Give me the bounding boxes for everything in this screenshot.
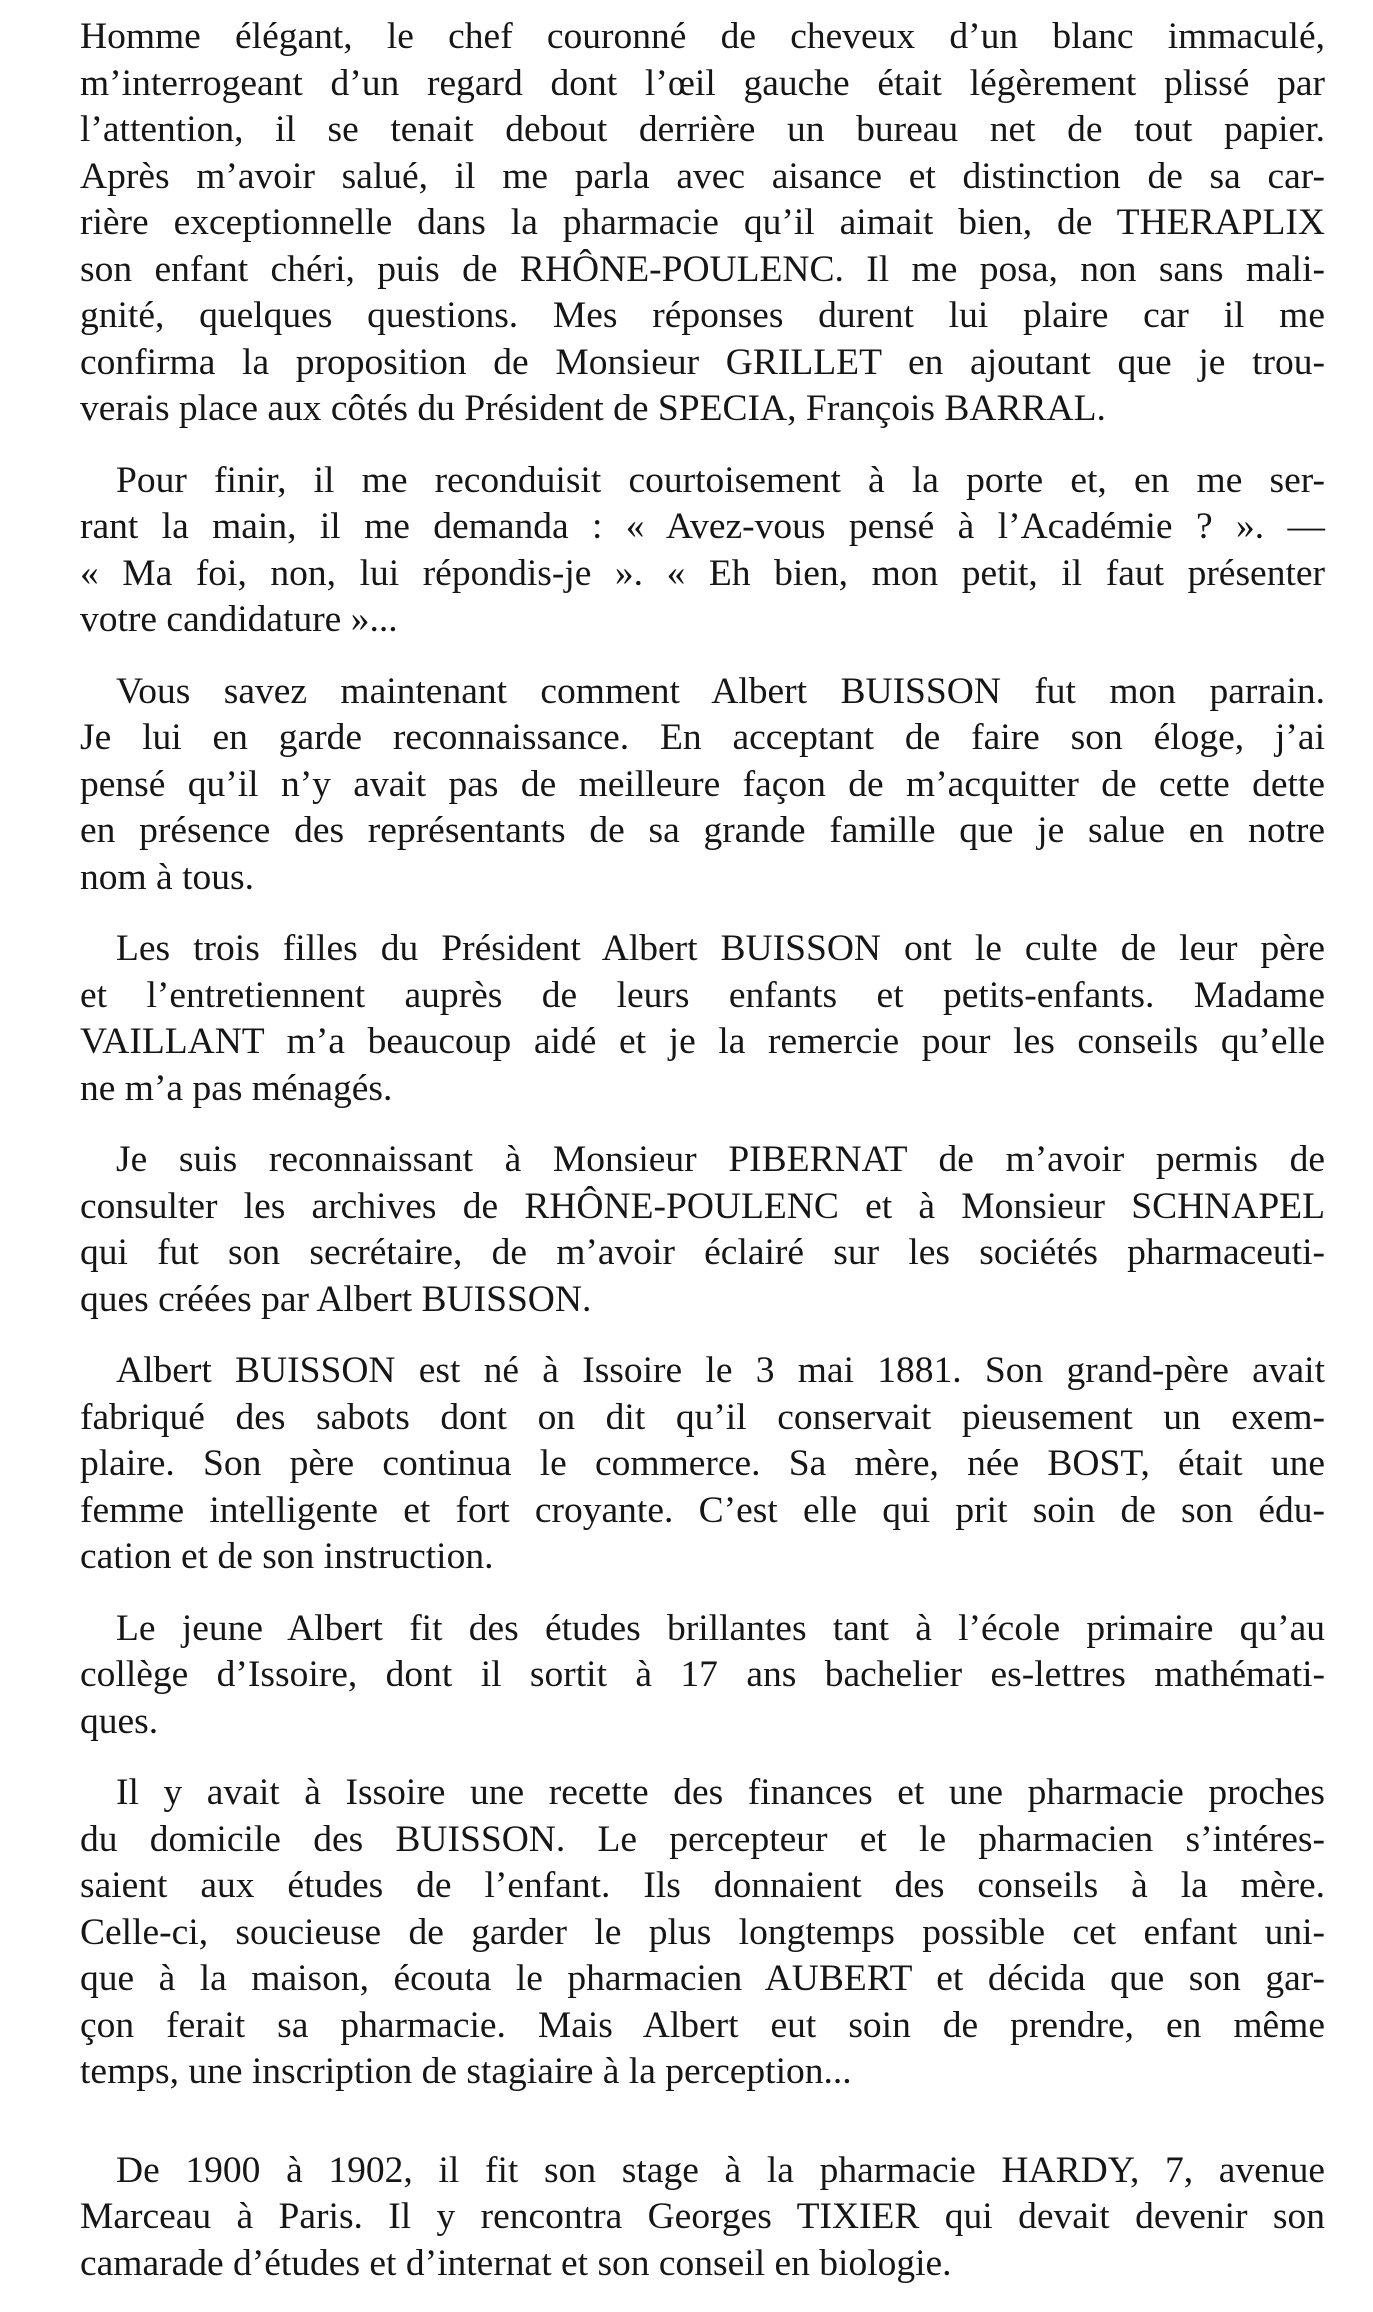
text-line: Celle-ci, soucieuse de garder le plus longtemps possible cet enfant uni- xyxy=(80,1911,1325,1953)
text-line: confirma la proposition de Monsieur GRILLET en ajoutant que je trou- xyxy=(80,341,1325,383)
text-line: qui fut son secrétaire, de m’avoir éclairé sur les sociétés pharmaceuti- xyxy=(80,1232,1325,1273)
text-line: m’interrogeant d’un regard dont l’œil gauche était légèrement plissé par xyxy=(80,62,1325,104)
text-line: que à la maison, écouta le pharmacien AUBERT et décida que son gar- xyxy=(80,1958,1325,1999)
paragraph-birth xyxy=(80,1348,1325,1581)
text-line: fabriqué des sabots dont on dit qu’il conservait pieusement un exem- xyxy=(80,1396,1325,1438)
text-line: ques créées par Albert BUISSON. xyxy=(80,1278,592,1320)
text-line: ne m’a pas ménagés. xyxy=(80,1067,393,1109)
text-line: gnité, quelques questions. Mes réponses durent lui plaire car il me xyxy=(80,295,1325,336)
text-line: cation et de son instruction. xyxy=(80,1536,494,1577)
text-line: nom à tous. xyxy=(80,856,254,898)
text-line: rière exceptionnelle dans la pharmacie qu’il aimait bien, de THERAPLIX xyxy=(80,202,1325,243)
text-line: VAILLANT m’a beaucoup aidé et je la remercie pour les conseils qu’elle xyxy=(80,1021,1325,1062)
text-line: son enfant chéri, puis de RHÔNE-POULENC. Il me posa, non sans mali- xyxy=(80,248,1325,290)
text-line: du domicile des BUISSON. Le percepteur et le pharmacien s’intéres- xyxy=(80,1818,1325,1860)
text-line: Le jeune Albert fit des études brillantes tant à l’école primaire qu’au xyxy=(116,1607,1325,1649)
text-line: saient aux études de l’enfant. Ils donnaient des conseils à la mère. xyxy=(80,1865,1325,1906)
text-line: l’attention, il se tenait debout derrière un bureau net de tout papier. xyxy=(80,109,1325,150)
text-line: Pour finir, il me reconduisit courtoisement à la porte et, en me ser- xyxy=(116,459,1325,501)
paragraph-farewell xyxy=(80,458,1325,644)
text-line: Vous savez maintenant comment Albert BUISSON fut mon parrain. xyxy=(116,670,1325,712)
text-line: Marceau à Paris. Il y rencontra Georges TIXIER qui devait devenir son xyxy=(80,2196,1325,2237)
text-line: De 1900 à 1902, il fit son stage à la pharmacie HARDY, 7, avenue xyxy=(116,2149,1325,2191)
paragraph-daughters xyxy=(80,926,1325,1112)
text-line: pensé qu’il n’y avait pas de meilleure façon de m’acquitter de cette dette xyxy=(80,763,1325,805)
text-line: plaire. Son père continua le commerce. Sa mère, née BOST, était une xyxy=(80,1443,1325,1484)
text-line: en présence des représentants de sa grande famille que je salue en notre xyxy=(80,810,1325,851)
paragraph-portrait xyxy=(80,14,1325,433)
text-line: « Ma foi, non, lui répondis-je ». « Eh bien, mon petit, il faut présenter xyxy=(80,552,1325,594)
text-line: Il y avait à Issoire une recette des finances et une pharmacie proches xyxy=(116,1772,1325,1813)
text-line: temps, une inscription de stagiaire à la perception... xyxy=(80,2051,852,2092)
text-line: et l’entretiennent auprès de leurs enfants et petits-enfants. Madame xyxy=(80,974,1325,1016)
text-line: verais place aux côtés du Président de SPECIA, François BARRAL. xyxy=(80,388,1106,429)
paragraph-internship xyxy=(80,2148,1325,2288)
text-line: Je suis reconnaissant à Monsieur PIBERNAT de m’avoir permis de xyxy=(116,1139,1325,1180)
text-line: Albert BUISSON est né à Issoire le 3 mai 1881. Son grand-père avait xyxy=(116,1350,1325,1391)
text-line: femme intelligente et fort croyante. C’est elle qui prit soin de son édu- xyxy=(80,1489,1325,1531)
text-line: camarade d’études et d’internat et son conseil en biologie. xyxy=(80,2242,952,2284)
text-line: collège d’Issoire, dont il sortit à 17 ans bachelier es-lettres mathémati- xyxy=(80,1654,1325,1695)
text-line: votre candidature »... xyxy=(80,599,398,640)
paragraph-sponsor xyxy=(80,669,1325,902)
text-line: Je lui en garde reconnaissance. En acceptant de faire son éloge, j’ai xyxy=(80,717,1325,758)
text-line: Après m’avoir salué, il me parla avec aisance et distinction de sa car- xyxy=(80,155,1325,197)
text-line: rant la main, il me demanda : « Avez-vous pensé à l’Académie ? ». — xyxy=(80,506,1325,547)
document-page xyxy=(80,14,1325,2312)
text-line: çon ferait sa pharmacie. Mais Albert eut soin de prendre, en même xyxy=(80,2004,1325,2046)
text-line: Les trois filles du Président Albert BUISSON ont le culte de leur père xyxy=(116,928,1325,969)
paragraph-issoire xyxy=(80,1770,1325,2096)
text-line: consulter les archives de RHÔNE-POULENC et à Monsieur SCHNAPEL xyxy=(80,1185,1325,1227)
text-line: Homme élégant, le chef couronné de cheveux d’un blanc immaculé, xyxy=(80,16,1325,57)
paragraph-studies xyxy=(80,1606,1325,1746)
text-line: ques. xyxy=(80,1700,159,1742)
paragraph-acknowledgements xyxy=(80,1137,1325,1323)
